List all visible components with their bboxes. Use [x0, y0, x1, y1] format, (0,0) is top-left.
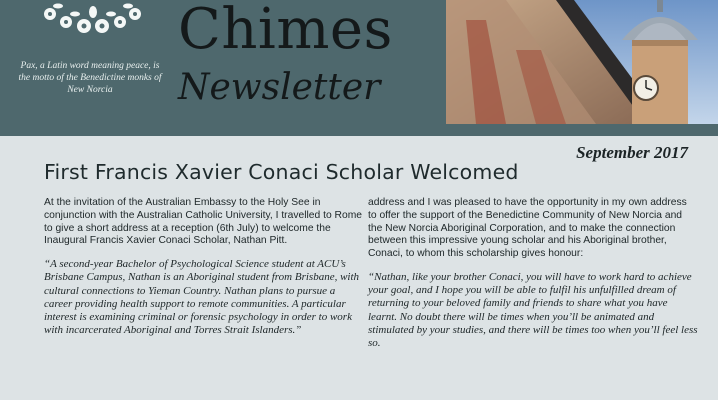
- paragraph: At the invitation of the Australian Embassy to the Holy See in conjunction with the Australian Catholic University, I travelled to Rome to give a short address at a reception (6th July) to welcome the Inaugural Francis Xavier Conaci Scholar, Nathan Pitt.: [44, 197, 363, 247]
- quote-paragraph: “A second-year Bachelor of Psychological Science student at ACU’s Brisbane Campus, Nathan is an Aboriginal student from Brisbane, with cultural connections to Yieman Country. Nathan plans to pursue a career providing health support to remote communities. A particular interest is examining criminal or forensic psychology in order to work with incarcerated Aboriginal and Torres Strait Islanders.”: [44, 258, 360, 337]
- floral-wreath-logo-icon: [42, 0, 142, 40]
- masthead: [0, 0, 718, 136]
- quote-paragraph: “Nathan, like your brother Conaci, you will have to work hard to achieve your goal, and I hope you will be able to fulfil his unfulfilled dream of returning to your beloved family and friends to share what you have learnt. No doubt there will be times when you’ll be animated and stimulated by your studies, and there will be times too when you’ll feel less so.: [368, 270, 698, 349]
- church-photo-image: [446, 0, 718, 124]
- church-tower-photo: [446, 0, 718, 124]
- motto-text: Pax, a Latin word meaning peace, is the motto of the Benedictine monks of New Norcia: [18, 61, 162, 95]
- article-left-column: [44, 197, 364, 347]
- newsletter-subtitle: Newsletter: [178, 67, 381, 108]
- paragraph: address and I was pleased to have the opportunity in my own address to offer the support of the Benedictine Community of New Norcia and the New Norcia Aboriginal Corporation, and to make the connection between this impressive young scholar and his Aboriginal brother, Conaci, to whom this scholarship gives honour:: [368, 197, 687, 260]
- article-right-column: [368, 197, 698, 360]
- issue-date: September 2017: [576, 143, 688, 162]
- newsletter-title: Chimes: [178, 0, 393, 62]
- logo: [14, 0, 166, 136]
- article-headline: First Francis Xavier Conaci Scholar Welcomed: [44, 160, 519, 184]
